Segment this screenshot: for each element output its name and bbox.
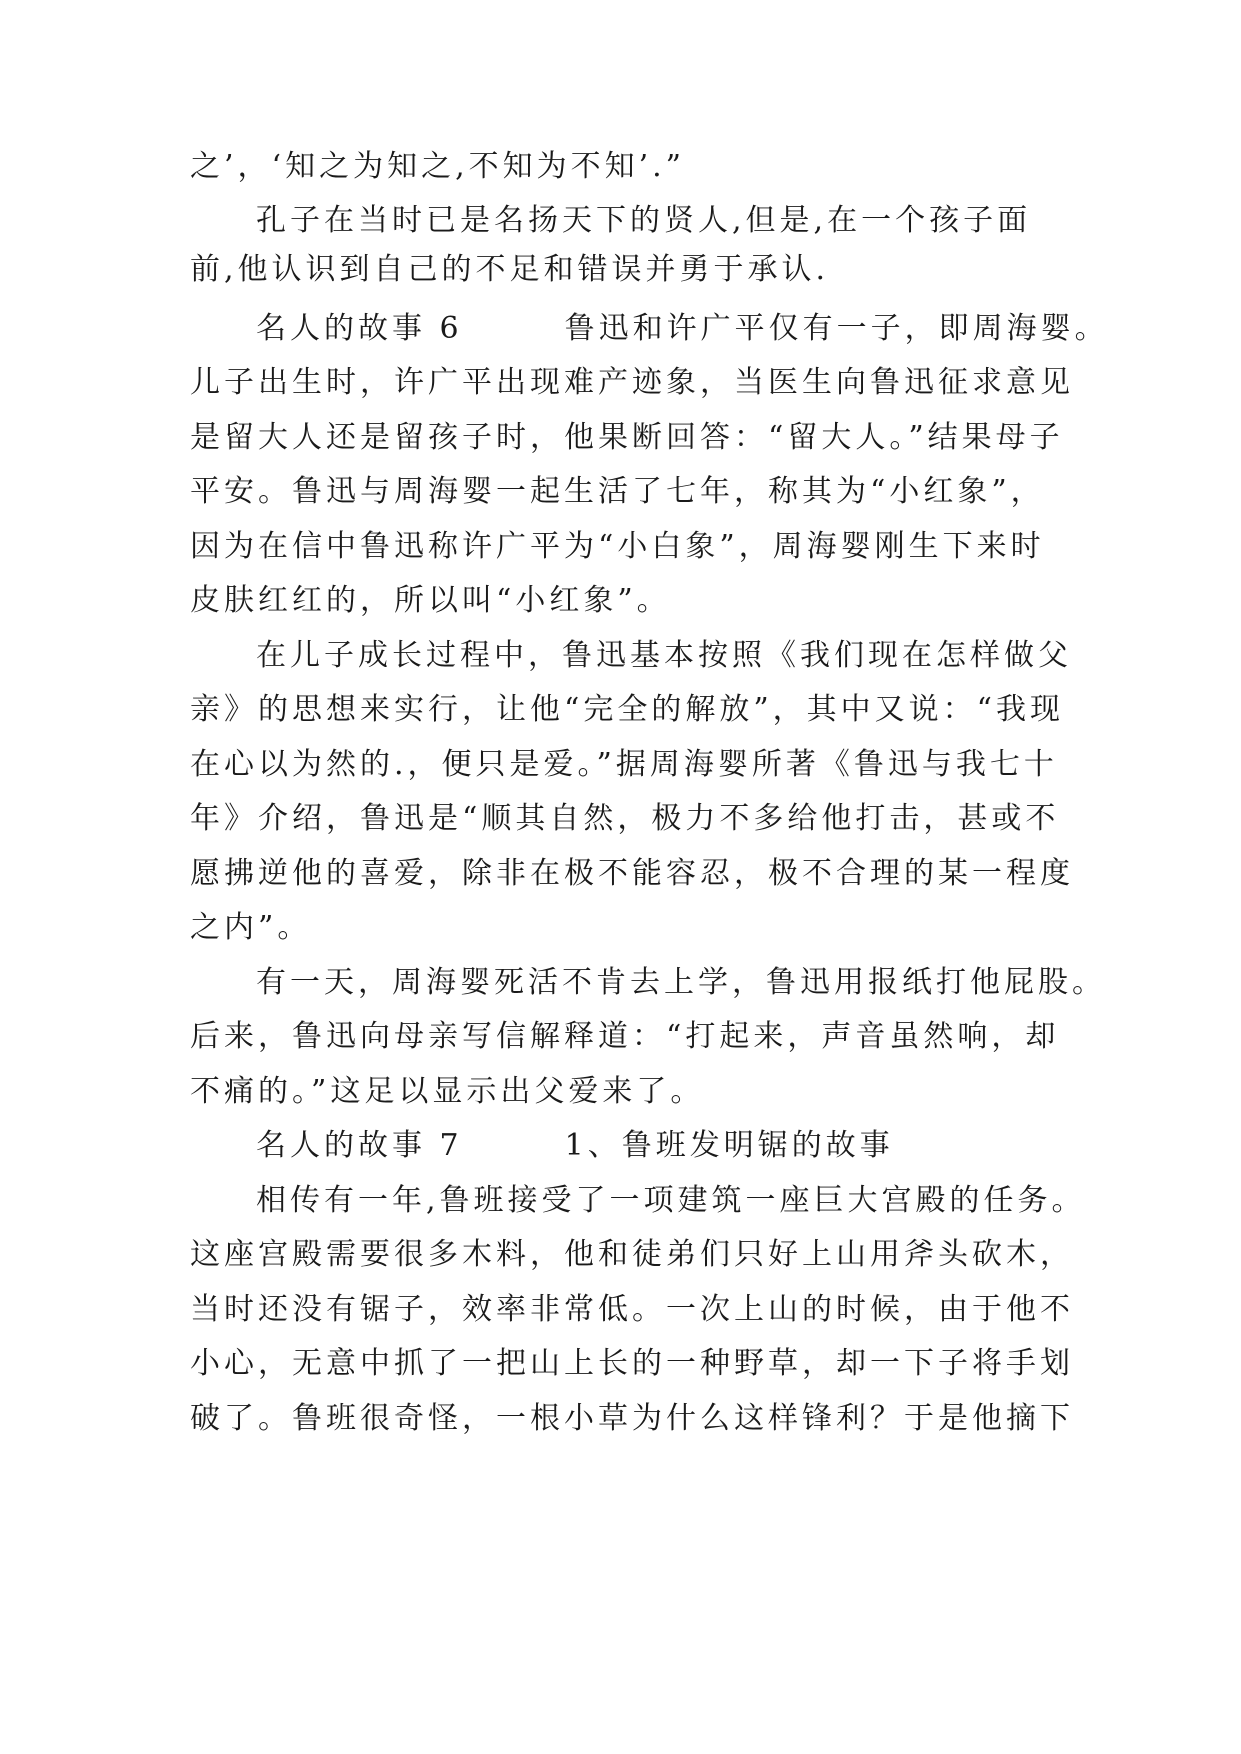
text-line: 当时还没有锯子，效率非常低。一次上山的时候，由于他不: [190, 1292, 1074, 1327]
text-line: 之内”。: [190, 910, 312, 945]
text-line: 这座宫殿需要很多木料，他和徒弟们只好上山用斧头砍木，: [190, 1237, 1074, 1272]
text-line: 皮肤红红的，所以叫“小红象”。: [190, 583, 671, 618]
text-line: 在儿子成长过程中，鲁迅基本按照《我们现在怎样做父: [256, 638, 1072, 673]
text-line: 愿拂逆他的喜爱，除非在极不能容忍，极不合理的某一程度: [190, 856, 1074, 891]
text-line: 前,他认识到自己的不足和错误并勇于承认.: [190, 252, 830, 287]
text-line: 不痛的。”这足以显示出父爱来了。: [190, 1074, 705, 1109]
text-line: 小心，无意中抓了一把山上长的一种野草，却一下子将手划: [190, 1346, 1074, 1381]
text-line: 相传有一年,鲁班接受了一项建筑一座巨大宫殿的任务。: [256, 1183, 1086, 1218]
text-line: 名人的故事 6 鲁迅和许广平仅有一子，即周海婴。: [256, 311, 1109, 346]
text-line: 有一天，周海婴死活不肯去上学，鲁迅用报纸打他屁股。: [256, 965, 1106, 1000]
text-line: 平安。鲁迅与周海婴一起生活了七年，称其为“小红象”，: [190, 474, 1045, 509]
text-line: 是留大人还是留孩子时，他果断回答：“留大人。”结果母子: [190, 420, 1064, 455]
text-line: 孔子在当时已是名扬天下的贤人,但是,在一个孩子面: [256, 203, 1032, 238]
text-line: 破了。鲁班很奇怪，一根小草为什么这样锋利？于是他摘下: [190, 1401, 1074, 1436]
text-line: 后来，鲁迅向母亲写信解释道：“打起来，声音虽然响，却: [190, 1019, 1060, 1054]
text-line: 因为在信中鲁迅称许广平为“小白象”，周海婴刚生下来时: [190, 529, 1045, 564]
text-line: 在心以为然的.，便只是爱。”据周海婴所著《鲁迅与我七十: [190, 747, 1058, 782]
text-line: 儿子出生时，许广平出现难产迹象，当医生向鲁迅征求意见: [190, 365, 1074, 400]
text-line: 之’，‘知之为知之,不知为不知’.”: [190, 149, 686, 184]
text-line: 年》介绍，鲁迅是“顺其自然，极力不多给他打击，甚或不: [190, 801, 1060, 836]
text-line: 亲》的思想来实行，让他“完全的解放”，其中又说：“我现: [190, 692, 1065, 727]
text-line: 名人的故事 7 1、鲁班发明锯的故事: [256, 1128, 894, 1163]
